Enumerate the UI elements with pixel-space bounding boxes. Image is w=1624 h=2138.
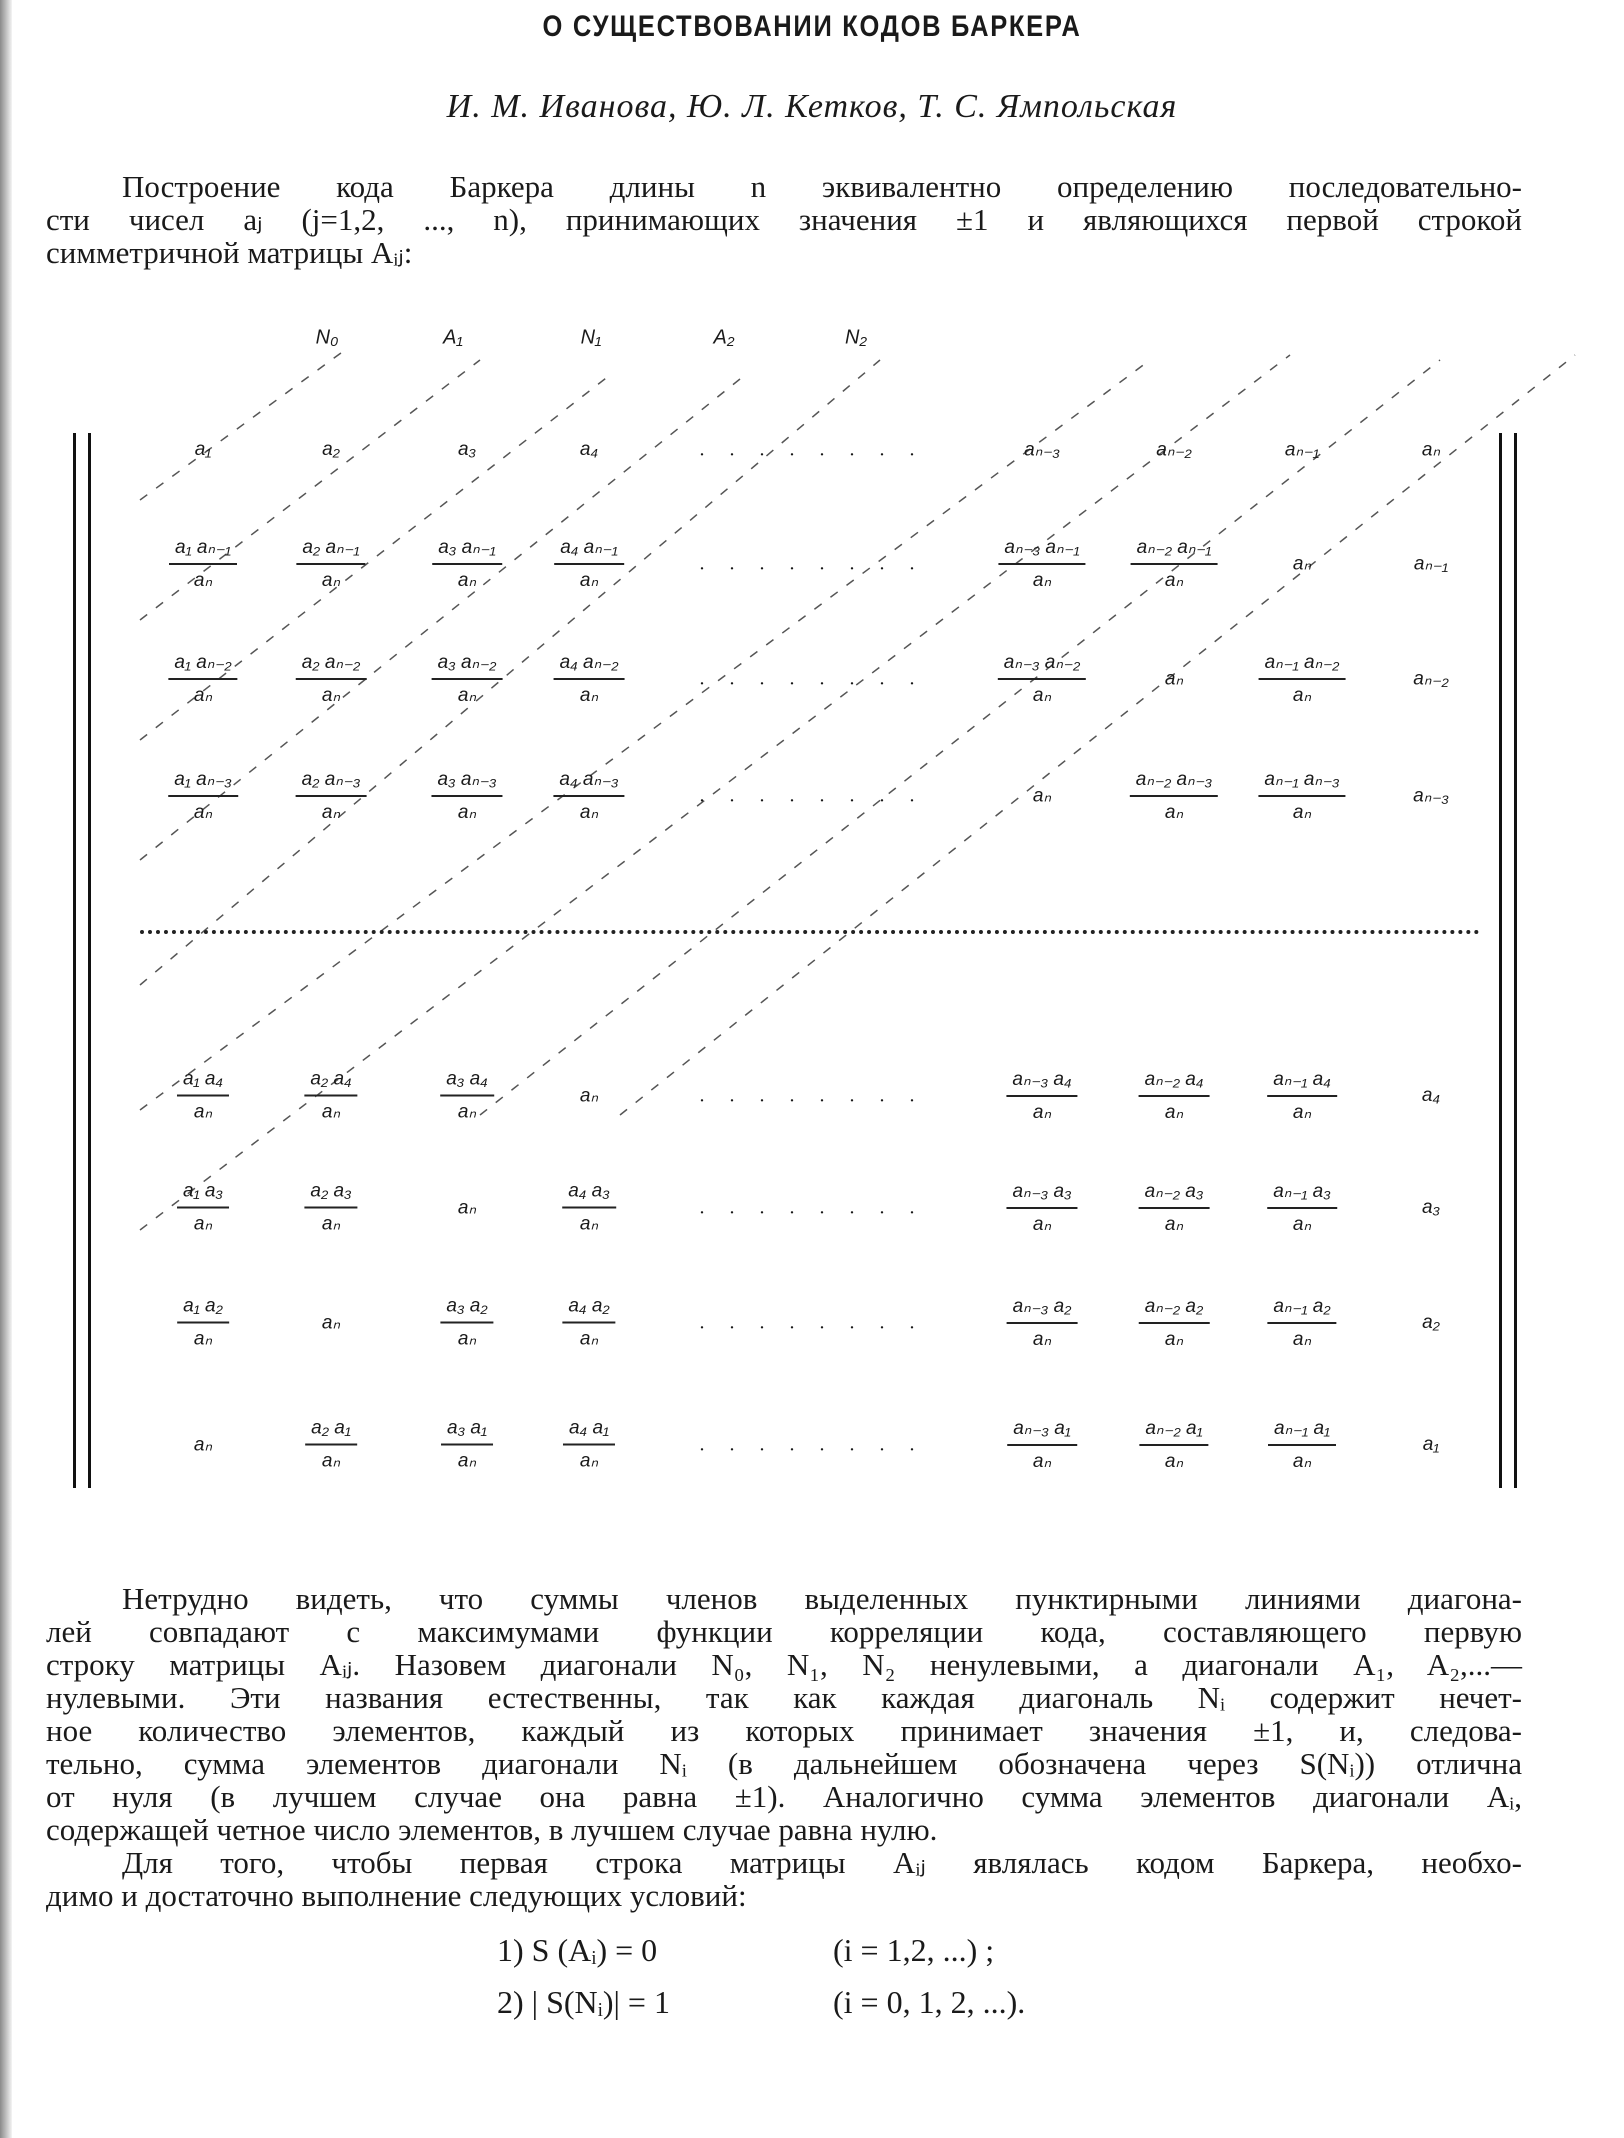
dashed-diagonal-line: [480, 360, 1440, 1115]
text-line: строку матрицы Aᵢⱼ. Назовем диагонали N₀, N₁, N₂ ненулевыми, а диагонали A₁, A₂,...—: [46, 1647, 1522, 1682]
denominator: aₙ: [579, 802, 599, 823]
text-line: тельно, сумма элементов диагонали Nᵢ (в дальнейшем обозначена через S(Nᵢ)) отлична: [46, 1746, 1522, 1781]
condition-1-range: (i = 1,2, ...) ;: [833, 1932, 995, 1968]
numerator: aₙ₋₃ a₄: [1006, 1068, 1077, 1097]
numerator: aₙ₋₁ a₄: [1267, 1068, 1337, 1097]
denominator: aₙ: [1032, 1451, 1052, 1472]
diagonal-label: N₁: [580, 326, 602, 349]
denominator: aₙ: [193, 1101, 213, 1123]
numerator: aₙ₋₃ aₙ₋₁: [998, 536, 1085, 565]
numerator: a₄ aₙ₋₂: [554, 651, 625, 680]
denominator: aₙ: [1032, 1214, 1052, 1235]
matrix-cell-fraction: [305, 1418, 357, 1473]
matrix-cell: aₙ₋₁: [1284, 439, 1320, 461]
numerator: a₃ aₙ₋₂: [432, 651, 503, 680]
numerator: aₙ₋₂ a₂: [1139, 1295, 1210, 1324]
denominator: aₙ: [321, 1213, 341, 1235]
text-line: сти чисел aⱼ (j=1,2, ..., n), принимающих значения ±1 и являющихся первой строкой: [46, 202, 1522, 237]
matrix-cell-fraction: [554, 651, 625, 707]
matrix-cell-fraction: [1267, 1068, 1337, 1124]
denominator: aₙ: [193, 1328, 213, 1350]
denominator: aₙ: [321, 685, 341, 706]
numerator: aₙ₋₁ aₙ₋₃: [1258, 768, 1345, 797]
matrix-cell-fraction: [1007, 1295, 1078, 1351]
numerator: a₄ aₙ₋₃: [553, 768, 624, 797]
numerator: a₂ a₃: [304, 1181, 357, 1209]
denominator: aₙ: [457, 570, 477, 591]
numerator: a₃ a₄: [440, 1069, 494, 1097]
text-line: ное количество элементов, каждый из которых принимает значения ±1, и, следова-: [46, 1713, 1522, 1748]
denominator: aₙ: [579, 685, 599, 706]
denominator: aₙ: [193, 802, 213, 823]
denominator: aₙ: [1292, 1451, 1312, 1472]
matrix-cell-fraction: [168, 651, 237, 707]
denominator: aₙ: [457, 685, 477, 706]
paper-title: О СУЩЕСТВОВАНИИ КОДОВ БАРКЕРА: [542, 10, 1082, 43]
denominator: aₙ: [1292, 1214, 1312, 1235]
numerator: a₃ a₂: [440, 1296, 493, 1324]
denominator: aₙ: [321, 570, 341, 591]
matrix-right-bar-outer: [1514, 433, 1517, 1488]
matrix-ellipsis: . . . . . . . .: [699, 1311, 925, 1334]
numerator: a₁ a₄: [177, 1069, 229, 1097]
matrix-cell-fraction: [169, 536, 237, 592]
denominator: aₙ: [579, 1213, 599, 1235]
matrix-cell-fraction: [304, 1181, 357, 1236]
dashed-diagonal-line: [140, 350, 345, 500]
denominator: aₙ: [1164, 1329, 1184, 1350]
denominator: aₙ: [1292, 685, 1312, 706]
denominator: aₙ: [1292, 1329, 1312, 1350]
denominator: aₙ: [579, 1328, 599, 1350]
denominator: aₙ: [321, 1101, 341, 1123]
matrix-cell-fraction: [554, 536, 624, 592]
numerator: aₙ₋₂ aₙ₋₃: [1130, 768, 1218, 797]
numerator: aₙ₋₁ a₃: [1267, 1180, 1337, 1209]
matrix-ellipsis: . . . . . . . .: [699, 1433, 925, 1456]
denominator: aₙ: [579, 570, 599, 591]
denominator: aₙ: [457, 802, 477, 823]
diagonal-label: N₀: [315, 326, 339, 349]
text-line: лей совпадают с максимумами функции корреляции кода, составляющего первую: [46, 1614, 1522, 1649]
matrix-cell-fraction: [1139, 1068, 1210, 1124]
matrix-cell-fraction: [1131, 536, 1218, 592]
denominator: aₙ: [457, 1101, 477, 1123]
matrix-cell-fraction: [440, 1296, 493, 1351]
denominator: aₙ: [457, 1450, 477, 1472]
denominator: aₙ: [1292, 1102, 1312, 1123]
matrix-cell-fraction: [1139, 1180, 1210, 1236]
text-line: Построение кода Баркера длины n эквивалентно определению последовательно-: [122, 169, 1522, 204]
numerator: aₙ₋₂ a₁: [1139, 1417, 1208, 1446]
denominator: aₙ: [193, 570, 213, 591]
numerator: aₙ₋₂ a₃: [1139, 1180, 1210, 1209]
matrix-cell: a₃: [1421, 1197, 1441, 1218]
numerator: a₄ a₁: [563, 1418, 615, 1446]
matrix-cell-fraction: [1268, 1417, 1336, 1473]
text-line: содержащей четное число элементов, в лучшем случае равна нулю.: [46, 1812, 938, 1847]
matrix-cell-fraction: [1006, 1068, 1077, 1124]
matrix-cell-fraction: [177, 1069, 229, 1124]
matrix-cell-fraction: [563, 1418, 615, 1473]
matrix-cell-fraction: [1258, 768, 1345, 824]
matrix-cell: aₙ₋₂: [1156, 439, 1192, 461]
matrix-left-bar-outer: [73, 433, 76, 1488]
matrix-cell-fraction: [562, 1296, 615, 1351]
numerator: a₂ a₄: [304, 1069, 357, 1097]
matrix-cell: aₙ: [1164, 668, 1184, 690]
matrix-cell-fraction: [1130, 768, 1218, 824]
denominator: aₙ: [1292, 802, 1312, 823]
condition-1-formula: 1) S (Aᵢ) = 0: [497, 1932, 658, 1968]
diagonal-label: N₂: [844, 326, 868, 349]
numerator: a₁ aₙ₋₃: [168, 768, 238, 797]
matrix-cell: aₙ₋₂: [1413, 668, 1449, 690]
denominator: aₙ: [193, 685, 213, 706]
matrix-right-bar-inner: [1499, 433, 1502, 1488]
numerator: a₂ aₙ₋₂: [296, 651, 367, 680]
condition-2-range: (i = 0, 1, 2, ...).: [833, 1984, 1026, 2020]
numerator: a₁ a₃: [177, 1181, 229, 1209]
numerator: aₙ₋₂ a₄: [1139, 1068, 1210, 1097]
matrix-ellipsis: . . . . . . . .: [699, 1084, 925, 1107]
matrix-cell: a₄: [579, 439, 599, 460]
matrix-cell-fraction: [1139, 1295, 1210, 1351]
text-line: нулевыми. Эти названия естественны, так как каждая диагональ Nᵢ содержит нечет-: [46, 1680, 1522, 1715]
denominator: aₙ: [1164, 570, 1184, 591]
numerator: aₙ₋₃ a₃: [1006, 1180, 1077, 1209]
denominator: aₙ: [1164, 1451, 1184, 1472]
matrix-cell: aₙ₋₃: [1024, 439, 1060, 461]
paper-authors: И. М. Иванова, Ю. Л. Кетков, Т. С. Ямпольская: [446, 88, 1178, 125]
numerator: aₙ₋₁ aₙ₋₂: [1259, 651, 1346, 680]
matrix-ellipsis: . . . . . . . .: [699, 784, 925, 807]
diagonal-label: A₂: [713, 326, 735, 349]
denominator: aₙ: [457, 1328, 477, 1350]
numerator: aₙ₋₁ a₂: [1267, 1295, 1336, 1324]
numerator: a₄ a₃: [562, 1181, 616, 1209]
matrix-cell-fraction: [562, 1181, 616, 1236]
matrix-cell: aₙ: [193, 1434, 213, 1456]
matrix-cell-fraction: [432, 536, 502, 592]
matrix-cell: aₙ: [321, 1312, 341, 1334]
denominator: aₙ: [1164, 802, 1184, 823]
denominator: aₙ: [321, 1450, 341, 1472]
numerator: a₂ a₁: [305, 1418, 357, 1446]
numerator: a₁ aₙ₋₂: [168, 651, 237, 680]
condition-2-formula: 2) | S(Nᵢ)| = 1: [497, 1984, 670, 2020]
matrix-cell-fraction: [998, 651, 1086, 707]
matrix-cell: a₃: [457, 439, 477, 460]
matrix-cell-fraction: [1006, 1180, 1077, 1236]
numerator: a₃ aₙ₋₃: [431, 768, 502, 797]
numerator: aₙ₋₂ aₙ₋₁: [1131, 536, 1218, 565]
matrix-cell-fraction: [432, 651, 503, 707]
matrix-ellipsis-row: [140, 930, 1480, 934]
denominator: aₙ: [1032, 570, 1052, 591]
matrix-ellipsis: . . . . . . . .: [699, 1196, 925, 1219]
denominator: aₙ: [579, 1450, 599, 1472]
matrix-cell: a₄: [1421, 1085, 1441, 1106]
matrix-cell-fraction: [1259, 651, 1346, 707]
matrix-cell: a₁: [194, 439, 212, 460]
matrix-cell-fraction: [1139, 1417, 1208, 1473]
matrix-cell-fraction: [304, 1069, 357, 1124]
matrix-cell: aₙ: [1421, 439, 1441, 461]
matrix-cell: aₙ₋₁: [1413, 553, 1449, 575]
numerator: aₙ₋₃ a₂: [1007, 1295, 1078, 1324]
matrix-cell-fraction: [1007, 1417, 1077, 1473]
denominator: aₙ: [321, 802, 341, 823]
matrix-cell: a₁: [1422, 1434, 1440, 1455]
text-line: Нетрудно видеть, что суммы членов выделенных пунктирными линиями диагона-: [122, 1581, 1522, 1616]
matrix-ellipsis: . . . . . . . .: [699, 552, 925, 575]
matrix-cell-fraction: [440, 1069, 494, 1124]
numerator: a₄ a₂: [562, 1296, 615, 1324]
matrix-ellipsis: . . . . . . . .: [699, 438, 925, 461]
denominator: aₙ: [1164, 1214, 1184, 1235]
denominator: aₙ: [193, 1213, 213, 1235]
text-line: симметричной матрицы Aᵢⱼ:: [46, 235, 413, 270]
matrix-cell: aₙ: [1292, 553, 1312, 575]
numerator: a₃ a₁: [441, 1418, 493, 1446]
numerator: a₂ aₙ₋₁: [296, 536, 365, 565]
matrix-cell-fraction: [998, 536, 1085, 592]
text-line: димо и достаточно выполнение следующих условий:: [46, 1878, 747, 1913]
denominator: aₙ: [1164, 1102, 1184, 1123]
matrix-cell-fraction: [431, 768, 502, 824]
matrix-cell-fraction: [177, 1181, 229, 1236]
denominator: aₙ: [1032, 685, 1052, 706]
matrix-cell: aₙ: [1032, 785, 1052, 807]
numerator: aₙ₋₁ a₁: [1268, 1417, 1336, 1446]
matrix-cell-fraction: [296, 536, 365, 592]
matrix-cell: a₂: [1422, 1312, 1440, 1333]
numerator: aₙ₋₃ aₙ₋₂: [998, 651, 1086, 680]
matrix-cell-fraction: [177, 1296, 229, 1351]
body-paragraph-1: [46, 1582, 1522, 1912]
matrix-cell-fraction: [296, 651, 367, 707]
matrix-cell-fraction: [168, 768, 238, 824]
numerator: a₄ aₙ₋₁: [554, 536, 624, 565]
matrix-cell-fraction: [1267, 1180, 1337, 1236]
numerator: a₂ aₙ₋₃: [296, 768, 367, 797]
matrix-cell: aₙ: [457, 1197, 477, 1219]
text-line: от нуля (в лучшем случае она равна ±1). Аналогично сумма элементов диагонали Aᵢ,: [46, 1779, 1522, 1814]
diagonal-label: A₁: [443, 326, 463, 349]
matrix-cell-fraction: [441, 1418, 493, 1473]
text-line: Для того, чтобы первая строка матрицы Aᵢⱼ являлась кодом Баркера, необхо-: [122, 1845, 1522, 1880]
matrix-cell-fraction: [553, 768, 624, 824]
numerator: aₙ₋₃ a₁: [1007, 1417, 1077, 1446]
matrix-cell: aₙ: [579, 1085, 599, 1107]
denominator: aₙ: [1032, 1329, 1052, 1350]
matrix-cell: a₂: [322, 439, 340, 460]
denominator: aₙ: [1032, 1102, 1052, 1123]
matrix-ellipsis: . . . . . . . .: [699, 667, 925, 690]
matrix-cell-fraction: [1267, 1295, 1336, 1351]
dashed-diagonal-line: [620, 355, 1575, 1115]
numerator: a₃ aₙ₋₁: [432, 536, 502, 565]
numerator: a₁ aₙ₋₁: [169, 536, 237, 565]
matrix-cell-fraction: [296, 768, 367, 824]
dashed-diagonal-line: [140, 360, 1150, 1110]
numerator: a₁ a₂: [177, 1296, 229, 1324]
matrix-left-bar-inner: [88, 433, 91, 1488]
matrix-cell: aₙ₋₃: [1413, 785, 1449, 807]
